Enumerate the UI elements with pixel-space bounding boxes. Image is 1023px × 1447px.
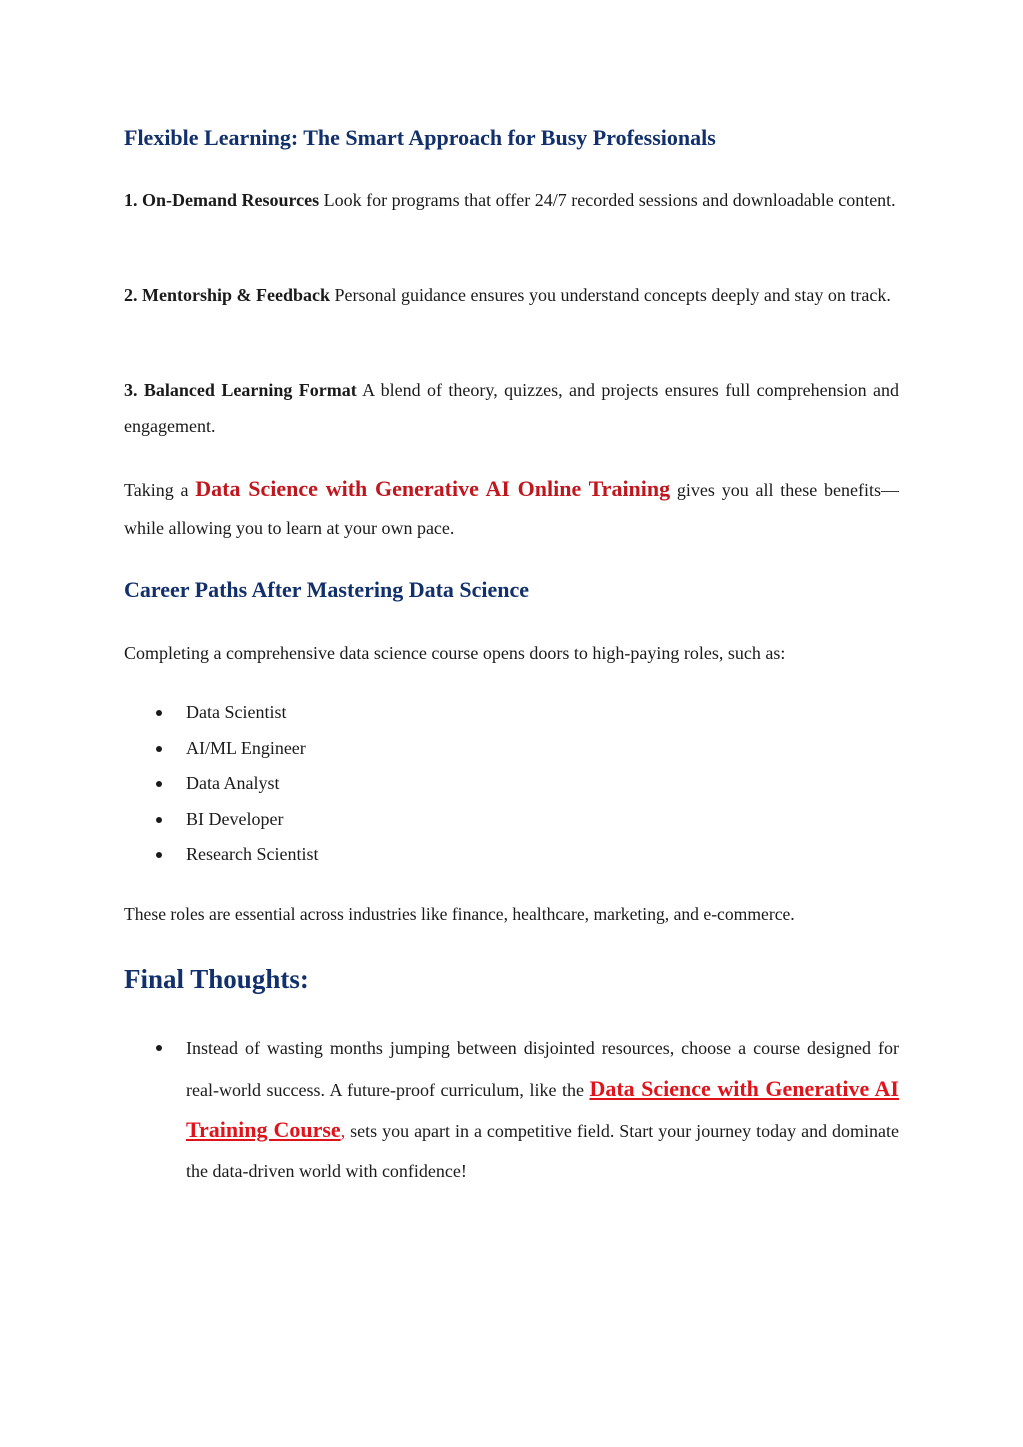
item-on-demand <box>124 183 899 219</box>
role-label: Data Scientist <box>186 702 287 722</box>
item-title: 1. On-Demand Resources <box>124 190 320 210</box>
roles-list <box>124 695 318 873</box>
bullet-icon <box>156 852 162 858</box>
final-paragraph <box>186 1029 899 1191</box>
bullet-icon <box>156 746 162 752</box>
taking-paragraph <box>124 470 899 547</box>
bullet-icon <box>156 1045 162 1051</box>
bullet-icon <box>156 817 162 823</box>
flexible-learning-heading: Flexible Learning: The Smart Approach for Busy Professionals <box>124 125 716 150</box>
online-training-link[interactable]: Data Science with Generative AI Online Training <box>195 476 671 501</box>
role-label: AI/ML Engineer <box>186 737 306 758</box>
item-text: Personal guidance ensures you understand concepts deeply and stay on track. <box>330 285 891 305</box>
bullet-icon <box>156 781 162 787</box>
list-item <box>124 837 318 873</box>
final-thoughts-heading: Final Thoughts: <box>124 964 309 994</box>
taking-suffix: gives you all these benefits—while allowing you to learn at your own pace. <box>124 480 899 538</box>
training-course-link[interactable]: Data Science with Generative AI Training Course <box>186 1075 899 1142</box>
final-suffix: sets you apart in a competitive field. Start your journey today and dominate the data-driven world with confidence! <box>186 1121 900 1181</box>
role-label: Research Scientist <box>186 844 319 864</box>
career-intro: Completing a comprehensive data science course opens doors to high-paying roles, such as: <box>124 643 786 663</box>
item-text: A blend of theory, quizzes, and projects ensures full comprehension and engagement. <box>124 380 899 436</box>
final-prefix: Instead of wasting months jumping between disjointed resources, choose a course designed for real-world success. A future-proof curriculum, like the <box>186 1038 899 1100</box>
link-comma: , <box>340 1121 346 1141</box>
item-title: 2. Mentorship & Feedback <box>124 285 330 305</box>
item-title: 3. Balanced Learning Format <box>124 380 357 400</box>
final-list-item <box>124 1029 899 1191</box>
item-text: Look for programs that offer 24/7 recorded sessions and downloadable content. <box>319 190 896 210</box>
role-label: Data Analyst <box>186 773 280 793</box>
role-label: BI Developer <box>186 808 284 829</box>
list-item <box>124 731 318 767</box>
career-paths-heading: Career Paths After Mastering Data Science <box>124 577 530 602</box>
taking-prefix: Taking a <box>124 480 196 500</box>
bullet-icon <box>156 710 162 716</box>
list-item <box>124 802 318 838</box>
item-balanced <box>124 373 899 444</box>
list-item <box>124 766 318 802</box>
career-outro: These roles are essential across industries like finance, healthcare, marketing, and e-commerce. <box>124 904 795 924</box>
item-mentorship <box>124 278 899 314</box>
list-item <box>124 695 318 731</box>
